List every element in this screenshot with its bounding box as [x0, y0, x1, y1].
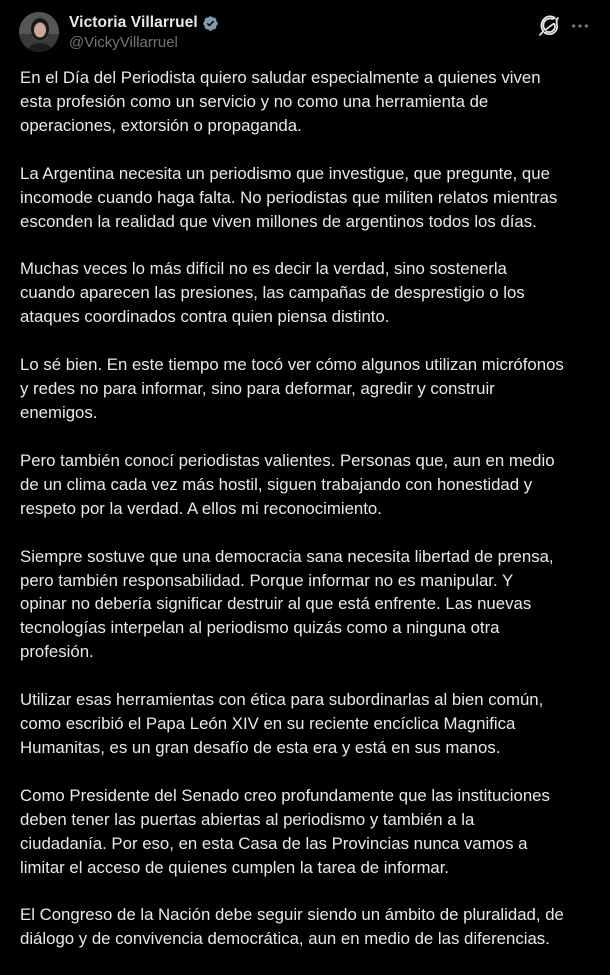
tweet-paragraph: Muchas veces lo más difícil no es decir la verdad, sino sostenerla cuando aparecen las presiones, las campañas de desprestigio o los ataques coordinados contra quien piensa distinto. — [20, 259, 525, 327]
more-options-icon[interactable] — [569, 15, 591, 37]
tweet-header — [19, 12, 591, 56]
tweet-paragraph: Siempre sostuve que una democracia sana necesita libertad de prensa, pero también responsabilidad. Porque informar no es manipular. Y opinar no debería significar destruir al que está enfrente. Las nuevas tecnologías interpelan al periodismo quizás como a ninguna otra profesión. — [20, 546, 554, 662]
tweet-paragraph: En el Día del Periodista quiero saludar especialmente a quienes viven esta profesión como un servicio y no como una herramienta de operaciones, extorsión o propaganda. — [20, 68, 541, 135]
verified-badge-icon[interactable] — [202, 15, 219, 32]
tweet-paragraph: El Congreso de la Nación debe seguir siendo un ámbito de pluralidad, de diálogo y de convivencia democrática, aun en medio de las diferencias. — [20, 905, 564, 949]
author-handle[interactable]: @VickyVillarruel — [69, 34, 178, 51]
tweet-text — [20, 66, 595, 975]
display-name-row — [69, 13, 219, 33]
tweet-paragraph: Utilizar esas herramientas con ética para subordinarlas al bien común, como escribió el Papa León XIV en su reciente encíclica Magnifica Humanitas, es un gran desafío de esta era y está en sus manos. — [20, 690, 544, 757]
display-name[interactable]: Victoria Villarruel — [69, 14, 198, 31]
grok-icon[interactable] — [538, 15, 560, 37]
tweet-paragraph: Lo sé bien. En este tiempo me tocó ver cómo algunos utilizan micrófonos y redes no para informar, sino para deformar, agredir y construir enemigos. — [20, 355, 564, 422]
tweet-paragraph: La Argentina necesita un periodismo que investigue, que pregunte, que incomode cuando haga falta. No periodistas que militen relatos mientras esconden la realidad que viven millones de argentinos todos los días. — [20, 163, 558, 231]
tweet-paragraph: Como Presidente del Senado creo profundamente que las instituciones deben tener las puertas abiertas al periodismo y también a la ciudadanía. Por eso, en esta Casa de las Provincias nunca vamos a limitar el acceso de quienes cumplen la tarea de informar. — [20, 785, 550, 877]
tweet-paragraph: Pero también conocí periodistas valientes. Personas que, aun en medio de un clima cada vez más hostil, siguen trabajando con honestidad y respeto por la verdad. A ellos mi reconocimiento. — [20, 450, 555, 518]
author-names — [69, 13, 219, 51]
avatar[interactable] — [19, 12, 59, 52]
